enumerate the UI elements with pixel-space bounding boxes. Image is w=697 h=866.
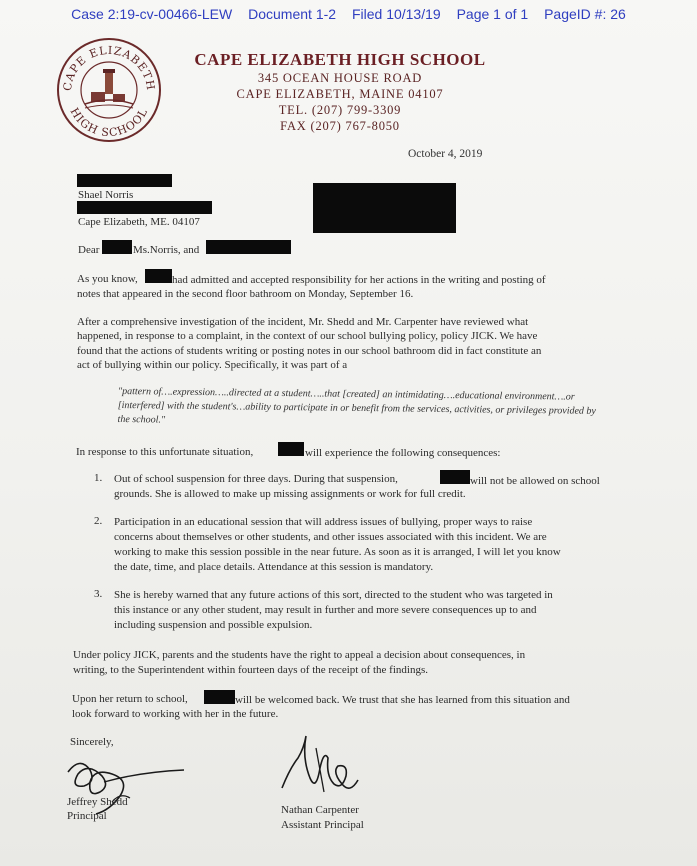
item-number: 2. (94, 515, 103, 527)
paragraph-2-line-4: act of bullying within our policy. Specifically, it was part of a (77, 359, 348, 371)
closing-sincerely: Sincerely, (70, 736, 114, 748)
document-number: Document 1-2 (248, 6, 337, 22)
item-2-line-4: the date, time, and place details. Attendance at this session is mandatory. (114, 561, 434, 573)
signer-1-title: Principal (67, 810, 107, 822)
school-letterhead (180, 50, 500, 134)
paragraph-4-line-1: Under policy JICK, parents and the students have the right to appeal a decision about consequences, in (73, 649, 526, 661)
svg-text:CAPE ELIZABETH: CAPE ELIZABETH (60, 43, 158, 92)
school-address-city: CAPE ELIZABETH, MAINE 04107 (236, 87, 444, 101)
page-id: PageID #: 26 (544, 6, 626, 22)
item-2-line-1: Participation in an educational session that will address issues of bullying, proper ways to raise (114, 516, 533, 528)
paragraph-1-line-2: notes that appeared in the second floor bathroom on Monday, September 16. (77, 288, 414, 300)
paragraph-5-line-1a: Upon her return to school, (72, 693, 188, 705)
paragraph-3-a: In response to this unfortunate situation, (76, 446, 254, 458)
policy-quote (117, 385, 596, 433)
item-3-line-1: She is hereby warned that any future actions of this sort, directed to the student who was targeted in (114, 589, 553, 601)
item-3-line-2: this instance or any other student, may result in further and more severe consequences up to and (114, 604, 537, 616)
item-number: 1. (94, 472, 103, 484)
paragraph-2-line-2: happened, in response to a complaint, in the context of our school bullying policy, policy JICK. We have (77, 330, 538, 342)
school-address-street: 345 OCEAN HOUSE ROAD (257, 71, 423, 85)
letter-date: October 4, 2019 (408, 148, 483, 160)
page-count: Page 1 of 1 (456, 6, 529, 22)
item-2-line-3: working to make this session possible in the near future. As soon as it is arranged, I will let you know (114, 546, 561, 558)
svg-text:HIGH SCHOOL: HIGH SCHOOL (67, 105, 151, 140)
redaction-block (206, 240, 291, 254)
paragraph-4-line-2: writing, to the Superintendent within fourteen days of the receipt of the findings. (73, 664, 428, 676)
item-2-line-2: concerns about themselves or other students, and other issues associated with this incident. We are (114, 531, 547, 543)
salutation-dear: Dear (78, 244, 100, 256)
filed-date: Filed 10/13/19 (351, 6, 441, 22)
paragraph-3-b: will experience the following consequences: (305, 447, 501, 459)
court-filing-stamp (0, 6, 697, 22)
redaction-block (204, 690, 235, 704)
school-name: CAPE ELIZABETH HIGH SCHOOL (194, 50, 486, 69)
policy-quote-line-1: "pattern of….expression…..directed at a student…..that [created] an intimidating….educational environment….or (117, 385, 575, 403)
paragraph-5-line-2: look forward to working with her in the future. (72, 708, 279, 720)
recipient-city: Cape Elizabeth, ME. 04107 (78, 216, 200, 228)
redaction-block (77, 174, 172, 187)
policy-quote-line-2: [interfered] with the student's…ability to participate in or benefit from the services, activities, or privileges provided by (117, 399, 596, 417)
recipient-name: Shael Norris (78, 189, 134, 201)
school-fax: FAX (207) 767-8050 (280, 119, 400, 133)
redaction-block (77, 201, 212, 214)
school-telephone: TEL. (207) 799-3309 (278, 103, 402, 117)
paragraph-1-line-1a: As you know, (77, 273, 138, 285)
item-1-line-1b: will not be allowed on school (470, 475, 600, 487)
redaction-block (102, 240, 132, 254)
case-number: Case 2:19-cv-00466-LEW (71, 6, 233, 22)
redaction-block (145, 269, 172, 283)
item-1-line-2: grounds. She is allowed to make up missing assignments or work for full credit. (114, 488, 466, 500)
signer-1-name: Jeffrey Shedd (67, 796, 128, 808)
item-number: 3. (94, 588, 103, 600)
signature-carpenter (276, 728, 386, 808)
redaction-block (440, 470, 470, 484)
redaction-block (278, 442, 304, 456)
item-1-line-1a: Out of school suspension for three days. During that suspension, (114, 473, 398, 485)
policy-quote-line-3: the school." (117, 413, 166, 426)
paragraph-2-line-3: found that the actions of students writing or posting notes in our school bathroom did in fact constitute an (77, 345, 542, 357)
signer-2-name: Nathan Carpenter (281, 804, 359, 816)
school-seal-logo (55, 36, 163, 144)
paragraph-2-line-1: After a comprehensive investigation of the incident, Mr. Shedd and Mr. Carpenter have reviewed what (77, 316, 529, 328)
redaction-block (313, 183, 456, 233)
salutation-middle: Ms.Norris, and (133, 244, 200, 256)
signer-2-title: Assistant Principal (281, 819, 364, 831)
paragraph-5-line-1b: will be welcomed back. We trust that she has learned from this situation and (235, 694, 570, 706)
paragraph-1-line-1b: had admitted and accepted responsibility for her actions in the writing and posting of (172, 274, 546, 286)
item-3-line-3: including suspension and possible expulsion. (114, 619, 313, 631)
